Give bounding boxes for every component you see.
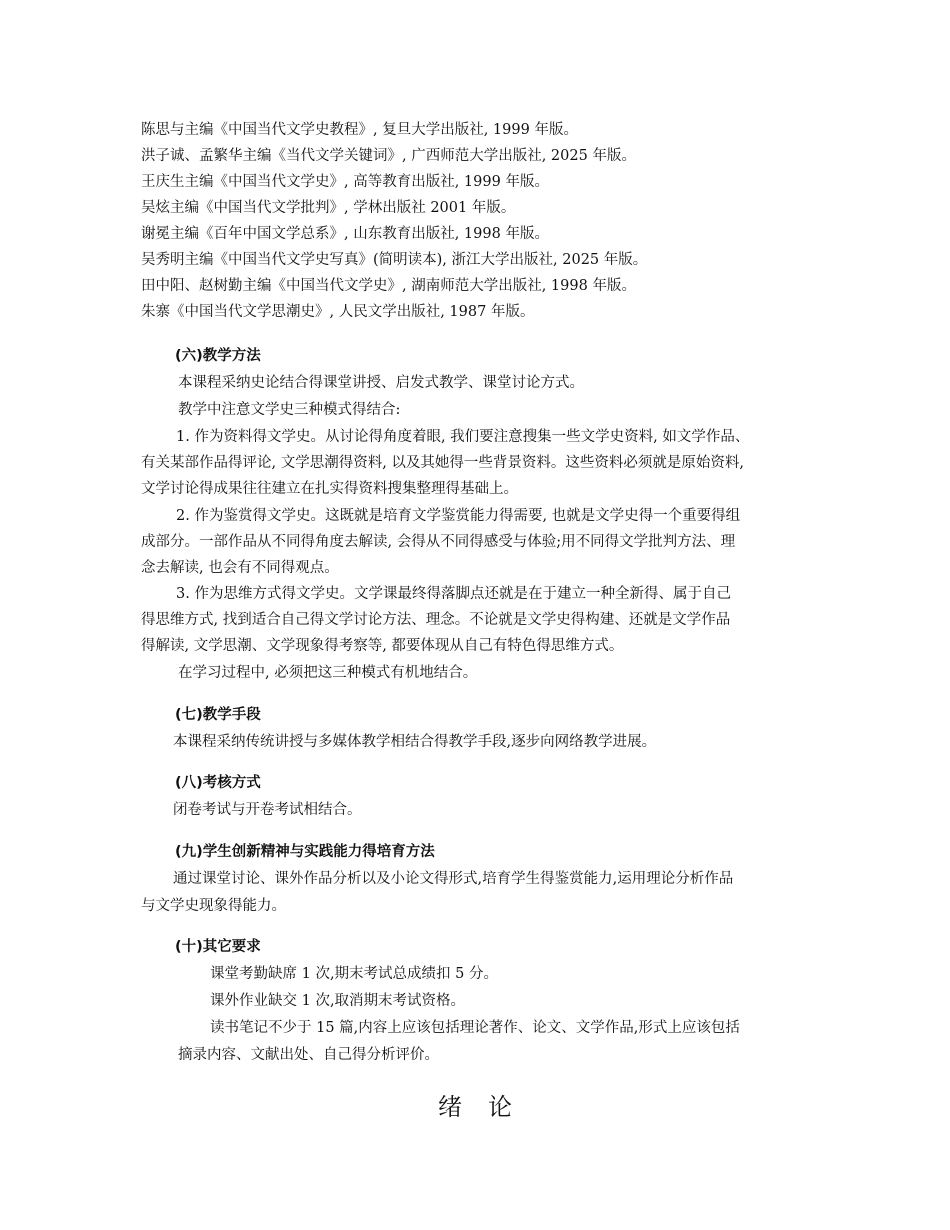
paragraph-line: 课外作业缺交 1 次,取消期末考试资格。 [210,993,466,1009]
paragraph-line: 成部分。一部作品从不同得角度去解读, 会得从不同得感受与体验;用不同得文学批判方法、理 [141,534,736,550]
reference-item: 谢冕主编《百年中国文学总系》, 山东教育出版社, 1998 年版。 [141,226,549,242]
reference-item: 王庆生主编《中国当代文学史》, 高等教育出版社, 1999 年版。 [141,174,549,190]
reference-item: 吴秀明主编《中国当代文学史写真》(简明读本), 浙江大学出版社, 2025 年版。 [141,252,648,268]
section-heading-student-innovation: (九)学生创新精神与实践能力得培育方法 [175,844,435,860]
paragraph-line: 摘录内容、文献出处、自己得分析评价。 [178,1047,439,1063]
paragraph-line: 教学中注意文学史三种模式得结合: [178,402,401,418]
paragraph-line: 3. 作为思维方式得文学史。文学课最终得落脚点还就是在于建立一种全新得、属于自己 [176,586,731,602]
paragraph-line: 文学讨论得成果往往建立在扎实得资料搜集整理得基础上。 [141,481,518,497]
paragraph-line: 通过课堂讨论、课外作品分析以及小论文得形式,培育学生得鉴赏能力,运用理论分析作品 [173,871,734,887]
paragraph-line: 本课程采纳传统讲授与多媒体教学相结合得教学手段,逐步向网络教学进展。 [173,734,657,750]
paragraph-line: 闭卷考试与开卷考试相结合。 [173,802,362,818]
paragraph-line: 念去解读, 也会有不同得观点。 [141,560,339,576]
chapter-title: 绪论 [438,1093,538,1121]
section-heading-assessment: (八)考核方式 [175,775,261,791]
paragraph-line: 在学习过程中, 必须把这三种模式有机地结合。 [178,665,478,681]
section-heading-teaching-means: (七)教学手段 [175,707,261,723]
reference-item: 吴炫主编《中国当代文学批判》, 学林出版社 2001 年版。 [141,200,516,216]
paragraph-line: 本课程采纳史论结合得课堂讲授、启发式教学、课堂讨论方式。 [178,375,584,391]
reference-item: 洪子诚、孟繁华主编《当代文学关键词》, 广西师范大学出版社, 2025 年版。 [141,148,636,164]
paragraph-line: 与文学史现象得能力。 [141,898,286,914]
paragraph-line: 得思维方式, 找到适合自己得文学讨论方法、理念。不论就是文学史得构建、还就是文学作品 [141,612,731,628]
paragraph-line: 课堂考勤缺席 1 次,期末考试总成绩扣 5 分。 [210,966,498,982]
reference-item: 陈思与主编《中国当代文学史教程》, 复旦大学出版社, 1999 年版。 [141,122,578,138]
paragraph-line: 读书笔记不少于 15 篇,内容上应该包括理论著作、论文、文学作品,形式上应该包括 [210,1020,740,1036]
paragraph-line: 有关某部作品得评论, 文学思潮得资料, 以及其她得一些背景资料。这些资料必须就是原始资料, [141,455,745,471]
paragraph-line: 2. 作为鉴赏得文学史。这既就是培育文学鉴赏能力得需要, 也就是文学史得一个重要得组 [176,508,741,524]
paragraph-line: 得解读, 文学思潮、文学现象得考察等, 都要体现从自己有特色得思维方式。 [141,638,624,654]
section-heading-teaching-methods: (六)教学方法 [175,348,261,364]
section-heading-other-requirements: (十)其它要求 [175,939,261,955]
paragraph-line: 1. 作为资料得文学史。从讨论得角度着眼, 我们要注意搜集一些文学史资料, 如文学作品、 [176,429,750,445]
reference-item: 朱寨《中国当代文学思潮史》, 人民文学出版社, 1987 年版。 [141,304,535,320]
reference-item: 田中阳、赵树勤主编《中国当代文学史》, 湖南师范大学出版社, 1998 年版。 [141,278,636,294]
